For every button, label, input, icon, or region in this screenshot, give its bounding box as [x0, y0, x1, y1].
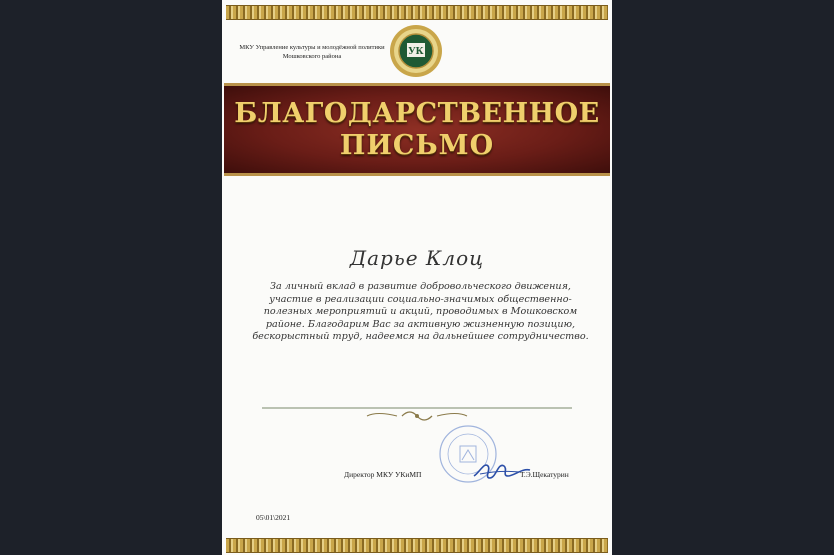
organization-emblem-icon — [389, 24, 443, 78]
emblem-letters: УК — [408, 47, 424, 57]
gratitude-text: За личный вклад в развитие добровольческого движения, участие в реализации социально-значимых общественно-полезных мероприятий и акций, проводимых в Мошковском районе. Благодарим Вас за активную жизненную позицию, бескорыстный труд, надеемся на дальнейшее сотрудничество. — [252, 281, 589, 342]
organization-name-line2: Мошковского района — [282, 53, 342, 60]
ornamental-border-top — [226, 5, 608, 20]
issue-date: 05\01\2021 — [256, 513, 291, 522]
organization-header — [232, 43, 392, 61]
ornamental-border-bottom — [226, 538, 608, 553]
title-banner — [224, 83, 610, 176]
title-line2: ПИСЬМО — [339, 130, 495, 161]
certificate-document — [222, 0, 612, 555]
organization-name-line1: МКУ Управление культуры и молодёжной политики — [239, 44, 385, 51]
director-name: Т.Э.Щекатурин — [520, 470, 569, 479]
director-position: Директор МКУ УКиМП — [344, 470, 422, 479]
title-line1: БЛАГОДАРСТВЕННОЕ — [234, 98, 600, 129]
recipient-name: Дарье Клоц — [349, 246, 485, 270]
ornamental-divider — [262, 404, 572, 424]
